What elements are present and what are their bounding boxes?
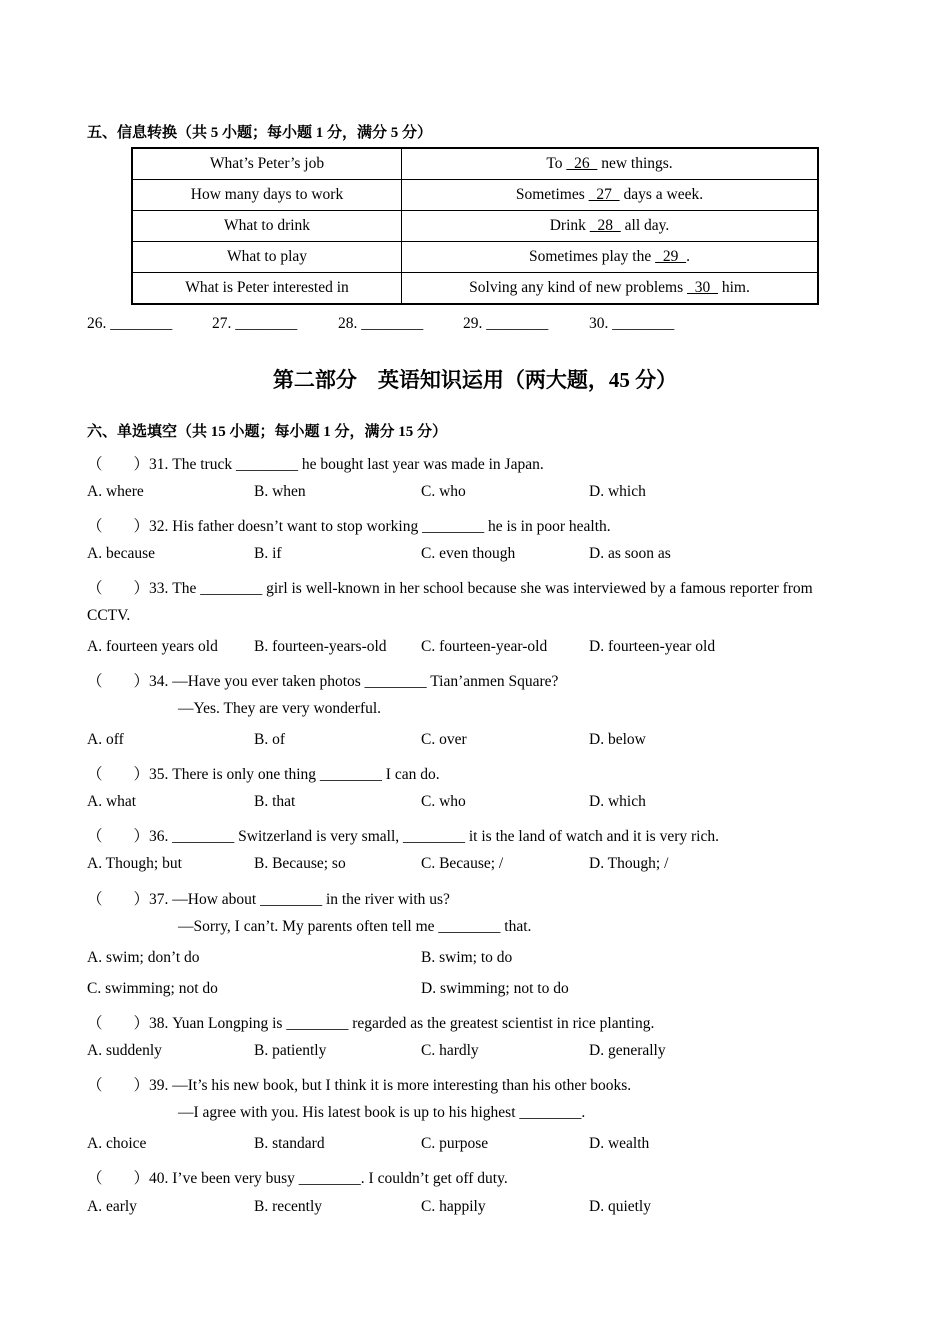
option-d[interactable]: D. fourteen-year old <box>589 638 716 655</box>
info-table <box>131 147 819 305</box>
table-answer <box>402 180 819 211</box>
question-37-reply: —Sorry, I can’t. My parents often tell me ________ that. <box>178 918 532 935</box>
question-40-stem: （ ）40. I’ve been very busy ________. I couldn’t get off duty. <box>87 1170 508 1187</box>
option-c[interactable]: C. Because; / <box>421 855 504 872</box>
option-a[interactable]: A. because <box>87 545 155 562</box>
answer-26[interactable]: 26. ________ <box>87 315 173 332</box>
option-a[interactable]: A. suddenly <box>87 1042 162 1059</box>
option-b[interactable]: B. recently <box>254 1198 323 1215</box>
table-question: What is Peter interested in <box>132 273 402 305</box>
answer-pre: Sometimes play the <box>528 248 656 265</box>
table-answer <box>402 242 819 273</box>
question-37-stem: （ ）37. —How about ________ in the river with us? <box>87 891 450 908</box>
option-a[interactable]: A. fourteen years old <box>87 638 218 655</box>
answer-28[interactable]: 28. ________ <box>338 315 424 332</box>
option-c[interactable]: C. over <box>421 731 467 748</box>
option-d[interactable]: D. which <box>589 483 646 500</box>
section5-heading: 五、信息转换（共 5 小题；每小题 1 分，满分 5 分） <box>87 125 433 141</box>
question-34-reply: —Yes. They are very wonderful. <box>178 700 382 717</box>
option-a[interactable]: A. choice <box>87 1135 147 1152</box>
question-35-stem: （ ）35. There is only one thing ________ I can do. <box>87 766 440 783</box>
answer-post: new things. <box>597 155 673 172</box>
part2-title: 第二部分 英语知识运用（两大题，45 分） <box>272 368 678 392</box>
answer-29[interactable]: 29. ________ <box>463 315 549 332</box>
question-39-reply: —I agree with you. His latest book is up to his highest ________. <box>178 1104 586 1121</box>
option-a[interactable]: A. Though; but <box>87 855 182 872</box>
option-d[interactable]: D. which <box>589 793 646 810</box>
question-36-stem: （ ）36. ________ Switzerland is very small, ________ it is the land of watch and it is very rich. <box>87 828 719 845</box>
option-d[interactable]: D. wealth <box>589 1135 650 1152</box>
blank-30[interactable]: 30 <box>686 279 718 296</box>
table-answer <box>402 211 819 242</box>
question-33-stem-cont: CCTV. <box>87 607 131 624</box>
option-d[interactable]: D. quietly <box>589 1198 651 1215</box>
table-question: What’s Peter’s job <box>132 148 402 180</box>
table-row <box>132 180 818 211</box>
option-d[interactable]: D. generally <box>589 1042 666 1059</box>
option-c[interactable]: C. hardly <box>421 1042 479 1059</box>
option-c[interactable]: C. swimming; not do <box>87 980 218 997</box>
question-31-stem: （ ）31. The truck ________ he bought last year was made in Japan. <box>87 456 544 473</box>
option-a[interactable]: A. what <box>87 793 137 810</box>
blank-27[interactable]: 27 <box>588 186 620 203</box>
question-33-stem: （ ）33. The ________ girl is well-known in her school because she was interviewed by a famous reporter from <box>87 580 813 597</box>
option-c[interactable]: C. fourteen-year-old <box>421 638 548 655</box>
answer-post: days a week. <box>619 186 704 203</box>
option-b[interactable]: B. Because; so <box>254 855 346 872</box>
table-answer <box>402 148 819 180</box>
answer-pre: Solving any kind of new problems <box>469 279 687 296</box>
option-b[interactable]: B. when <box>254 483 306 500</box>
answer-pre: Drink <box>549 217 590 234</box>
table-question: What to play <box>132 242 402 273</box>
table-answer <box>402 273 819 305</box>
option-a[interactable]: A. swim; don’t do <box>87 949 200 966</box>
section6-heading: 六、单选填空（共 15 小题；每小题 1 分，满分 15 分） <box>87 424 448 440</box>
option-c[interactable]: C. who <box>421 483 466 500</box>
question-32-stem: （ ）32. His father doesn’t want to stop working ________ he is in poor health. <box>87 518 611 535</box>
option-d[interactable]: D. below <box>589 731 646 748</box>
blank-29[interactable]: 29 <box>655 248 687 265</box>
option-b[interactable]: B. patiently <box>254 1042 327 1059</box>
table-question: How many days to work <box>132 180 402 211</box>
question-38-stem: （ ）38. Yuan Longping is ________ regarded as the greatest scientist in rice planting. <box>87 1015 655 1032</box>
answer-pre: To <box>546 155 567 172</box>
table-row <box>132 273 818 305</box>
question-39-stem: （ ）39. —It’s his new book, but I think it is more interesting than his other books. <box>87 1077 632 1094</box>
option-c[interactable]: C. purpose <box>421 1135 489 1152</box>
option-c[interactable]: C. happily <box>421 1198 486 1215</box>
option-a[interactable]: A. early <box>87 1198 137 1215</box>
table-row <box>132 148 818 180</box>
blank-26[interactable]: 26 <box>566 155 598 172</box>
blank-28[interactable]: 28 <box>589 217 621 234</box>
option-d[interactable]: D. as soon as <box>589 545 671 562</box>
question-34-stem: （ ）34. —Have you ever taken photos ________ Tian’anmen Square? <box>87 673 559 690</box>
answer-post: . <box>686 248 690 265</box>
option-b[interactable]: B. swim; to do <box>421 949 513 966</box>
option-c[interactable]: C. even though <box>421 545 516 562</box>
option-d[interactable]: D. swimming; not to do <box>421 980 569 997</box>
option-b[interactable]: B. standard <box>254 1135 325 1152</box>
table-row <box>132 242 818 273</box>
option-b[interactable]: B. fourteen-years-old <box>254 638 387 655</box>
answer-30[interactable]: 30. ________ <box>589 315 675 332</box>
option-a[interactable]: A. off <box>87 731 124 748</box>
option-a[interactable]: A. where <box>87 483 144 500</box>
option-d[interactable]: D. Though; / <box>589 855 669 872</box>
option-b[interactable]: B. that <box>254 793 296 810</box>
option-b[interactable]: B. of <box>254 731 285 748</box>
option-b[interactable]: B. if <box>254 545 282 562</box>
answer-27[interactable]: 27. ________ <box>212 315 298 332</box>
table-question: What to drink <box>132 211 402 242</box>
table-row <box>132 211 818 242</box>
answer-post: all day. <box>620 217 670 234</box>
option-c[interactable]: C. who <box>421 793 466 810</box>
answer-post: him. <box>717 279 750 296</box>
answer-pre: Sometimes <box>515 186 589 203</box>
